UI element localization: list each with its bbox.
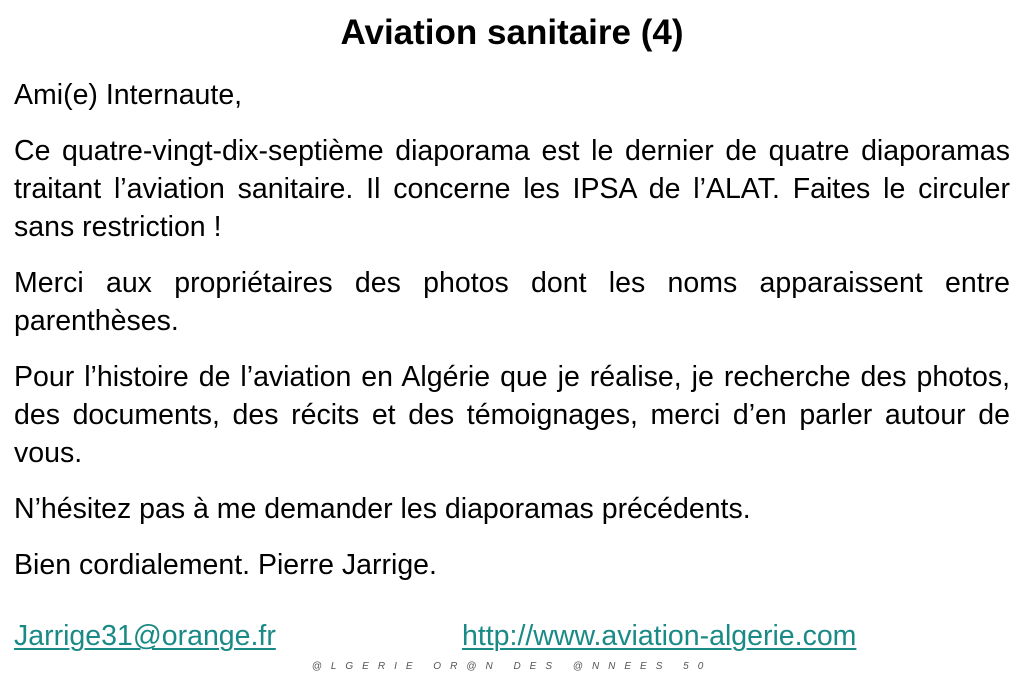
footer-watermark: @LGERIE OR@N DES @NNEES 50 xyxy=(311,661,713,672)
website-link[interactable]: http://www.aviation-algerie.com xyxy=(462,620,857,652)
contact-links xyxy=(14,617,1010,657)
paragraph-thanks: Merci aux propriétaires des photos dont les noms apparaissent entre parenthèses. xyxy=(14,267,1010,337)
paragraph-intro: Ce quatre-vingt-dix-septième diaporama est le dernier de quatre diaporamas traitant l’aviation sanitaire. Il concerne les IPSA de l’ALAT. Faites le circuler sans restriction ! xyxy=(14,135,1010,243)
greeting-text: Ami(e) Internaute, xyxy=(14,79,243,111)
email-link[interactable]: Jarrige31@orange.fr xyxy=(14,620,276,652)
paragraph-request: Pour l’histoire de l’aviation en Algérie que je réalise, je recherche des photos, des documents, des récits et des témoignages, merci d’en parler autour de vous. xyxy=(14,361,1010,469)
paragraph-signature: Bien cordialement. Pierre Jarrige. xyxy=(14,549,437,581)
slide-body xyxy=(14,76,1010,602)
slide-title: Aviation sanitaire (4) xyxy=(340,13,684,52)
paragraph-ask: N’hésitez pas à me demander les diaporamas précédents. xyxy=(14,493,751,525)
